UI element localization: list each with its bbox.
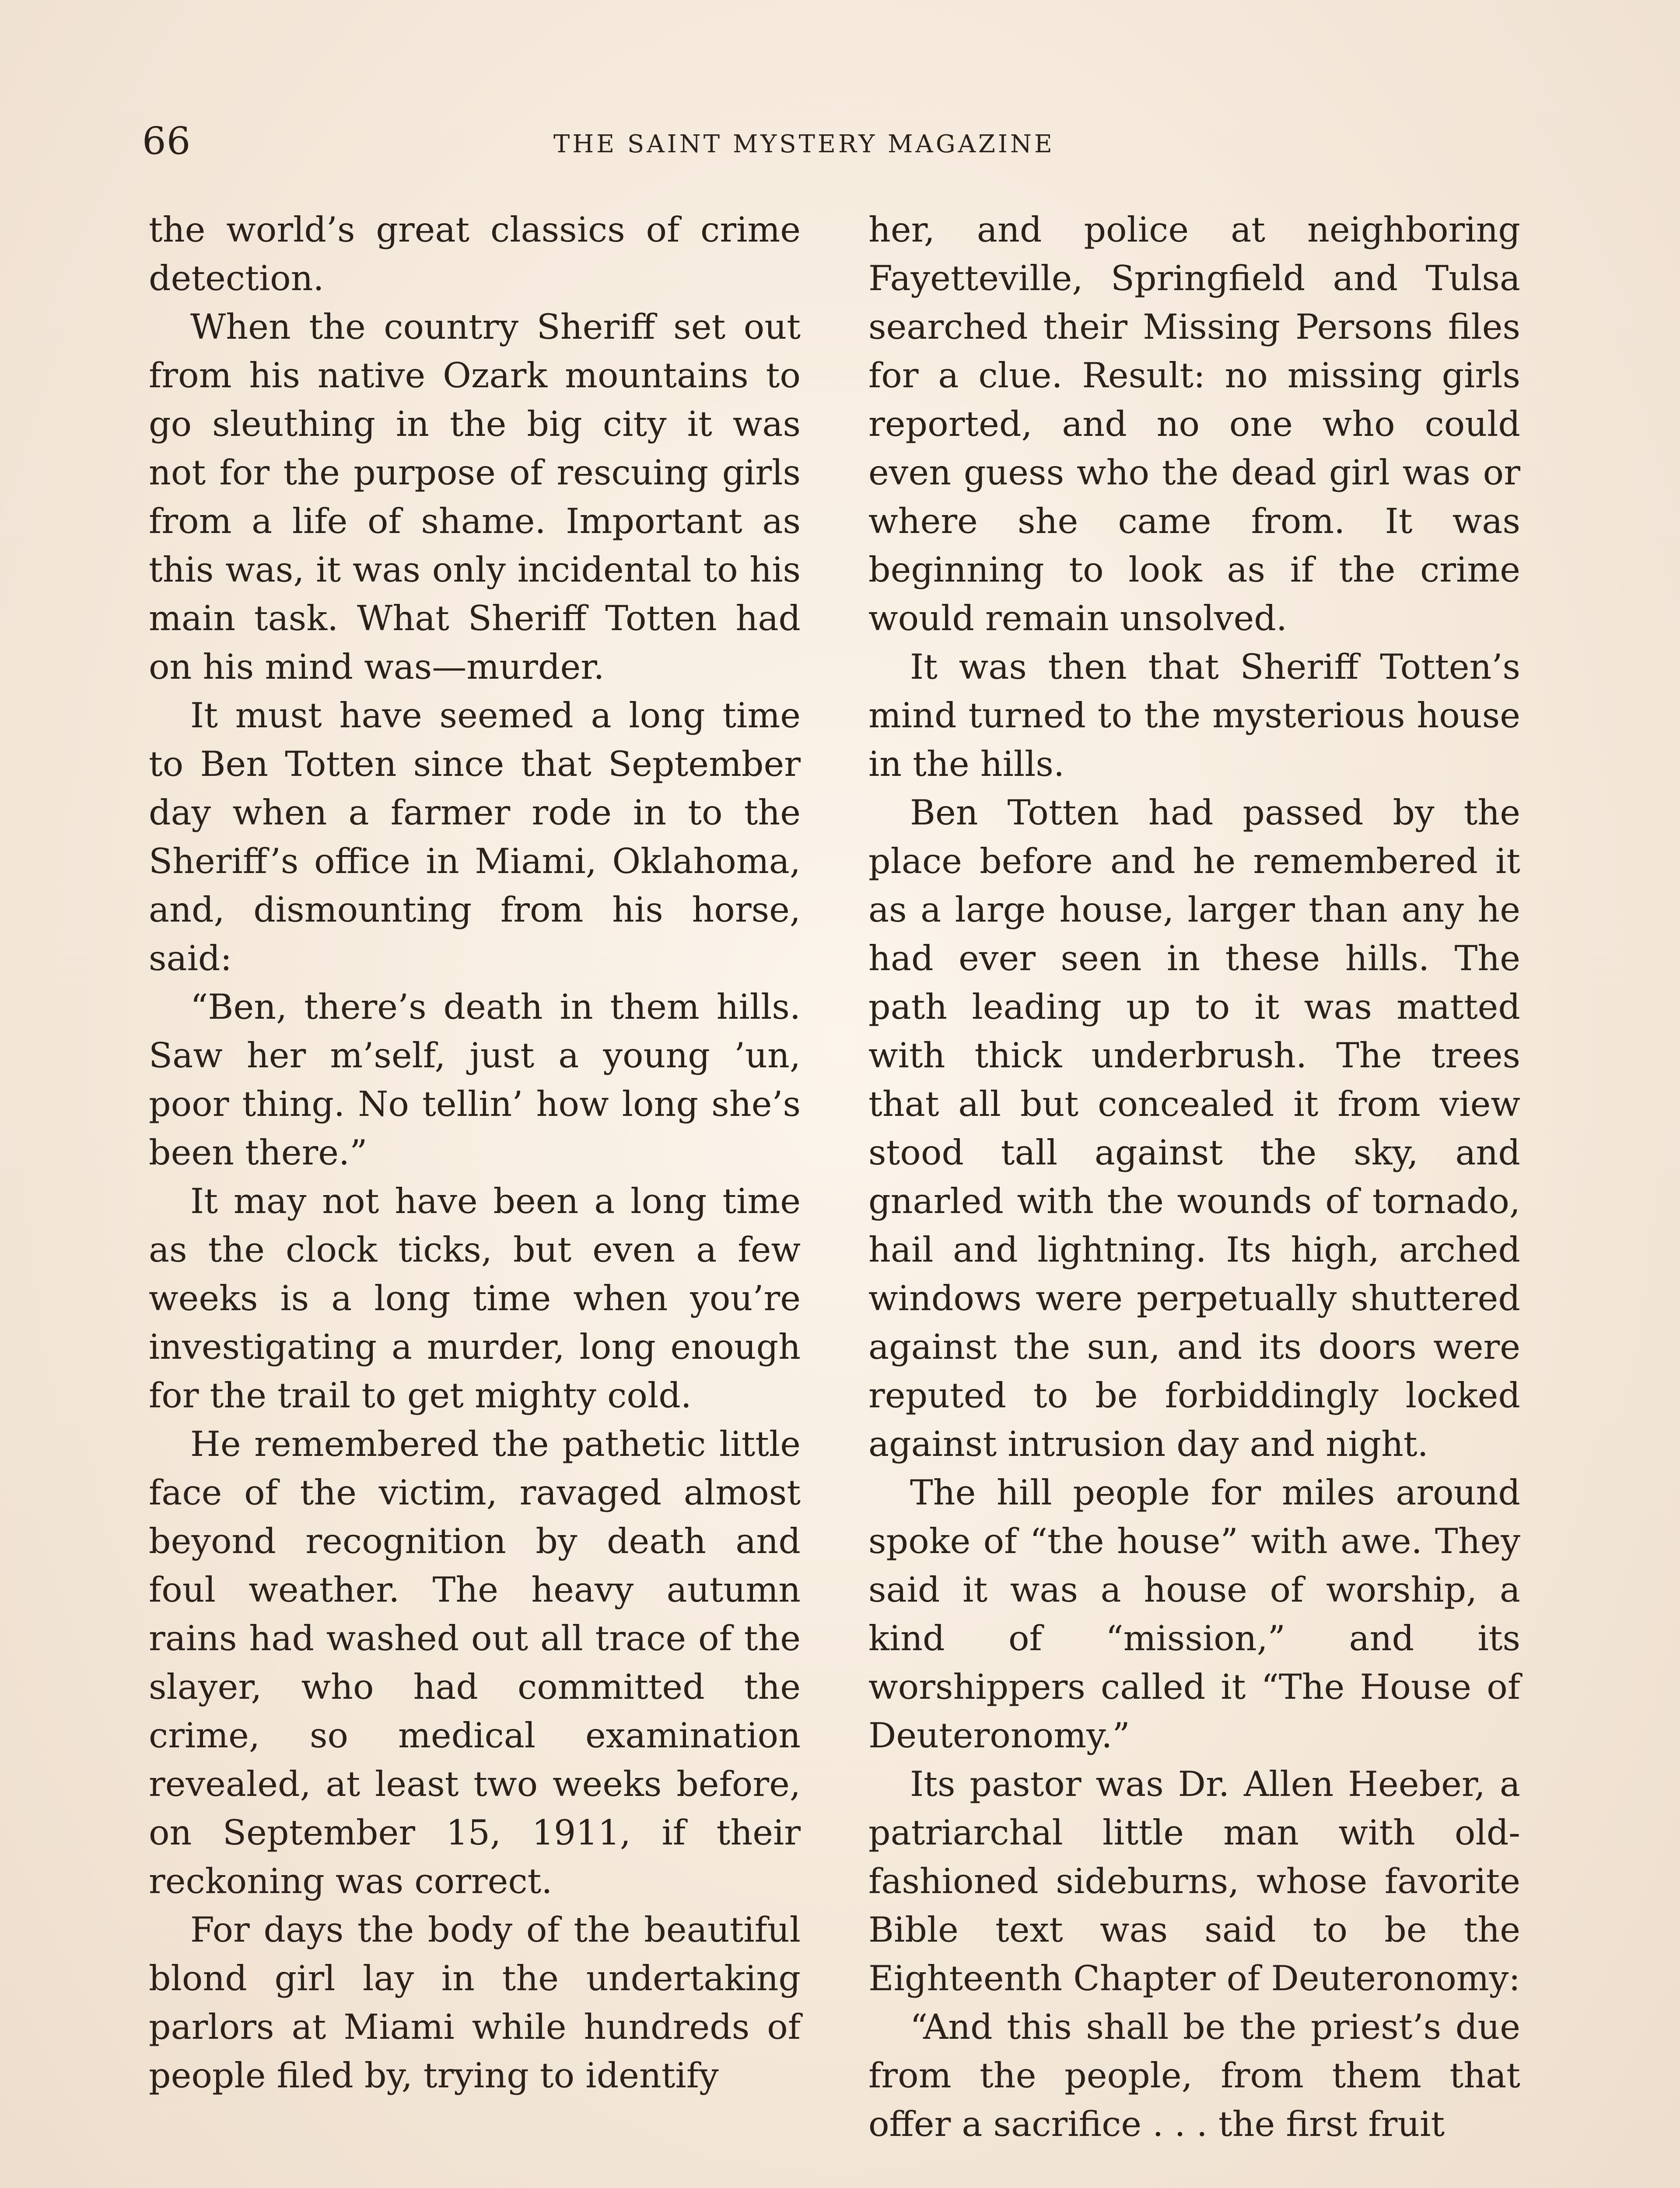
page-header — [142, 119, 1542, 171]
paragraph: For days the body of the beautiful blond girl lay in the undertaking parlors at Miami while hundreds of people filed by, trying to identify — [149, 1910, 801, 2096]
paragraph: “Ben, there’s death in them hills. Saw her m’self, just a young ’un, poor thing. No tellin’ how long she’s been there.” — [149, 987, 801, 1173]
paragraph: “And this shall be the priest’s due from the people, from them that offer a sacrifice . . . the first fruit — [868, 2007, 1520, 2144]
paragraph: Its pastor was Dr. Allen Heeber, a patriarchal little man with old-fashioned sideburns, whose favorite Bible text was said to be the Eighteenth Chapter of Deuteronomy: — [868, 1764, 1520, 1999]
paragraph: her, and police at neighboring Fayetteville, Springfield and Tulsa searched their Missing Persons files for a clue. Result: no missing girls reported, and no one who could even guess who the dead girl was or where she came from. It was beginning to look as if the crime would remain unsolved. — [868, 210, 1520, 638]
paragraph: It was then that Sheriff Totten’s mind turned to the mysterious house in the hills. — [868, 647, 1520, 784]
page-number: 66 — [142, 119, 191, 163]
paragraph: He remembered the pathetic little face of the victim, ravaged almost beyond recognition by death and foul weather. The heavy autumn rains had washed out all trace of the slayer, who had committed the crime, so medical examination revealed, at least two weeks before, on September 15, 1911, if their reckoning was correct. — [149, 1424, 801, 1901]
paragraph: When the country Sheriff set out from his native Ozark mountains to go sleuthing in the big city it was not for the purpose of rescuing girls from a life of shame. Important as this was, it was only incidental to his main task. What Sheriff Totten had on his mind was—murder. — [149, 307, 801, 687]
paragraph: It must have seemed a long time to Ben Totten since that September day when a farmer rode in to the Sheriff’s office in Miami, Oklahoma, and, dismounting from his horse, said: — [149, 695, 801, 978]
paragraph: Ben Totten had passed by the place before and he remembered it as a large house, larger than any he had ever seen in these hills. The path leading up to it was matted with thick underbrush. The trees that all but concealed it from view stood tall against the sky, and gnarled with the wounds of tornado, hail and lightning. Its high, arched windows were perpetually shuttered against the sun, and its doors were reputed to be forbiddingly locked against intrusion day and night. — [868, 792, 1520, 1464]
left-column — [149, 206, 801, 2100]
paragraph: It may not have been a long time as the clock ticks, but even a few weeks is a long time when you’re investigating a murder, long enough for the trail to get mighty cold. — [149, 1181, 801, 1416]
paragraph: The hill people for miles around spoke of “the house” with awe. They said it was a house of worship, a kind of “mission,” and its worshippers called it “The House of Deuteronomy.” — [868, 1473, 1520, 1756]
running-head: THE SAINT MYSTERY MAGAZINE — [553, 130, 1055, 158]
right-column — [868, 206, 1520, 2149]
paragraph: the world’s great classics of crime detection. — [149, 210, 801, 298]
